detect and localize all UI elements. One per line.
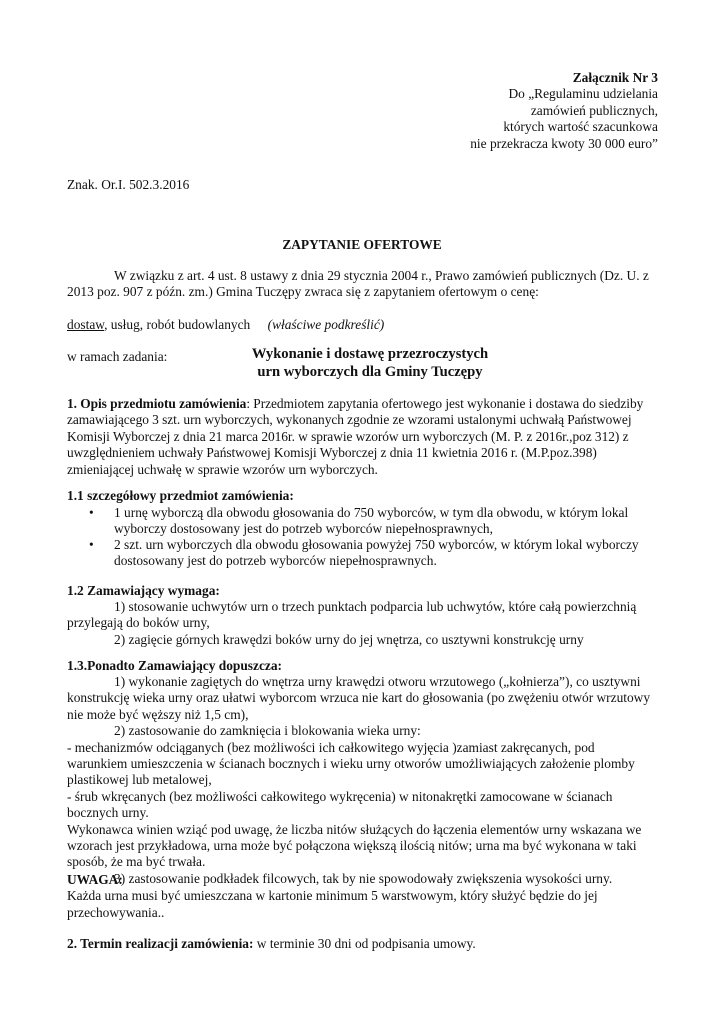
annex-line-3: których wartość szacunkowa (503, 119, 658, 135)
warning-line-2: przechowywania.. (67, 904, 165, 920)
annex-line-2: zamówień publicznych, (530, 102, 658, 118)
reference-number: Znak. Or.I. 502.3.2016 (67, 177, 190, 192)
note-line-3: sposób, że ma być trwała. (67, 854, 206, 870)
annex-header (398, 70, 658, 152)
intro-paragraph (67, 268, 657, 301)
dash-1-line-2: warunkiem umieszczenia w ścianach bocznych i wieku urny otworów umożliwiających założenie plomby (67, 756, 635, 772)
bullet-1-line-1: 1 urnę wyborczą dla obwodu głosowania do 750 wyborców, w tym dla obwodu, w którym lokal (114, 505, 629, 520)
allowance-3: 3) zastosowanie podkładek filcowych, tak by nie spowodowały zwiększenia wysokości urny. (114, 870, 613, 886)
dash-2-line-2: bocznych urny. (67, 805, 149, 821)
section-2-heading: 2. Termin realizacji zamówienia: (67, 936, 254, 951)
document-title: ZAPYTANIE OFERTOWE (282, 237, 442, 252)
bullet-icon: • (89, 505, 94, 520)
note-line-1: Wykonawca winien wziąć pod uwagę, że liczba nitów służących do łączenia elementów urny wskazana we (67, 821, 642, 837)
bullet-icon: • (89, 537, 94, 552)
annex-number: Załącznik Nr 3 (572, 70, 658, 85)
allowance-1-line-1: 1) wykonanie zagiętych do wnętrza urny krawędzi otworu wrzutowego („kołnierza”), co usztywni (114, 674, 641, 689)
task-name-line-1: Wykonanie i dostawę przezroczystych (251, 346, 489, 362)
annex-line-1: Do „Regulaminu udzielania (508, 86, 658, 102)
section-1-line-5: zmieniającej uchwałę w sprawie wzorów urn wyborczych. (67, 461, 378, 477)
allowance-1-line-2: konstrukcję wieka urny oraz ułatwi wyborcom wrzuca nie kart do głosowania (po zwężeniu otwór wrzutowy (67, 690, 651, 706)
allowance-1-line-3: nie może być węższy niż 1,5 cm), (67, 706, 249, 722)
requirement-1-line-1: 1) stosowanie uchwytów urn o trzech punktach podparcia lub uchwytów, które całą powierzchnią (114, 599, 637, 614)
task-name-line-2: urn wyborczych dla Gminy Tuczępy (257, 364, 483, 380)
section-1-description (67, 396, 657, 478)
order-type-selected: dostaw (67, 317, 105, 332)
bullet-2-line-2: dostosowany jest do potrzeb wyborców niepełnosprawnych. (114, 553, 437, 569)
section-2-text: w terminie 30 dni od podpisania umowy. (253, 936, 476, 951)
task-name (240, 345, 500, 381)
section-1-heading: 1. Opis przedmiotu zamówienia (67, 396, 247, 411)
section-1-line-4: uwzględnieniem uchwały Państwowej Komisji Wyborczej z dnia 11 kwietnia 2016 r. (M.P.poz.398) (67, 445, 597, 461)
section-1-3-body (67, 674, 657, 887)
warning-line-1: Każda urna musi być umieszczana w kartonie minimum 5 warstwowym, który służyć będzie do jej (67, 888, 598, 904)
dash-1-line-3: plastikowej lub metalowej, (67, 772, 212, 788)
section-2-deadline (67, 936, 657, 952)
section-1-3-heading: 1.3.Ponadto Zamawiający dopuszcza: (67, 658, 282, 673)
task-label: w ramach zadania: (67, 349, 168, 364)
annex-line-4: nie przekracza kwoty 30 000 euro” (470, 135, 658, 151)
dash-2-line-1: - śrub wkręcanych (bez możliwości całkowitego wykręcenia) w nitonakrętki zamocowane w ścianach (67, 788, 613, 804)
allowance-2: 2) zastosowanie do zamknięcia i blokowania wieka urny: (114, 723, 421, 739)
order-type-note: (właściwe podkreślić) (267, 317, 385, 332)
dash-1-line-1: - mechanizmów odciąganych (bez możliwości ich całkowitego wyjęcia )zamiast zakręcanych, pod (67, 739, 595, 755)
section-1-line-3: Komisji Wyborczej z dnia 21 marca 2016r. w sprawie wzorów urn wyborczych (M. P. z 2016r.,poz 312) z (67, 428, 629, 444)
section-1-2-heading: 1.2 Zamawiający wymaga: (67, 583, 220, 598)
section-1-1-heading: 1.1 szczegółowy przedmiot zamówienia: (67, 488, 294, 503)
intro-line-2: 2013 poz. 907 z późn. zm.) Gmina Tuczępy zwraca się z zapytaniem ofertowym o cenę: (67, 284, 539, 300)
requirement-1-line-2: przylegają do boków urny, (67, 615, 210, 631)
note-line-2: wzorach jest przykładowa, urna może być połączona większą ilością nitów; urna ma być wykonana w taki (67, 838, 637, 854)
section-1-2-body (67, 599, 657, 648)
requirement-2: 2) zagięcie górnych krawędzi boków urny do jej wnętrza, co usztywni konstrukcję urny (114, 631, 584, 647)
section-1-line-2: zamawiającego 3 szt. urn wyborczych, wykonanych zgodnie ze wzorami ustalonymi uchwałą Państwowej (67, 412, 632, 428)
order-type-line (67, 317, 657, 333)
section-1-line-1: : Przedmiotem zapytania ofertowego jest wykonanie i dostawa do siedziby (246, 396, 644, 411)
bullet-2-line-1: 2 szt. urn wyborczych dla obwodu głosowania powyżej 750 wyborców, w którym lokal wyborczy (114, 537, 639, 552)
intro-line-1: W związku z art. 4 ust. 8 ustawy z dnia 29 stycznia 2004 r., Prawo zamówień publicznych (Dz. U. z (114, 268, 649, 283)
order-type-rest: , usług, robót budowlanych (104, 317, 251, 332)
bullet-1-line-2: wyborczy dostosowany jest do potrzeb wyborców niepełnosprawnych, (114, 521, 493, 537)
warning-heading: UWAGA: (67, 872, 123, 887)
warning-block (67, 872, 657, 921)
